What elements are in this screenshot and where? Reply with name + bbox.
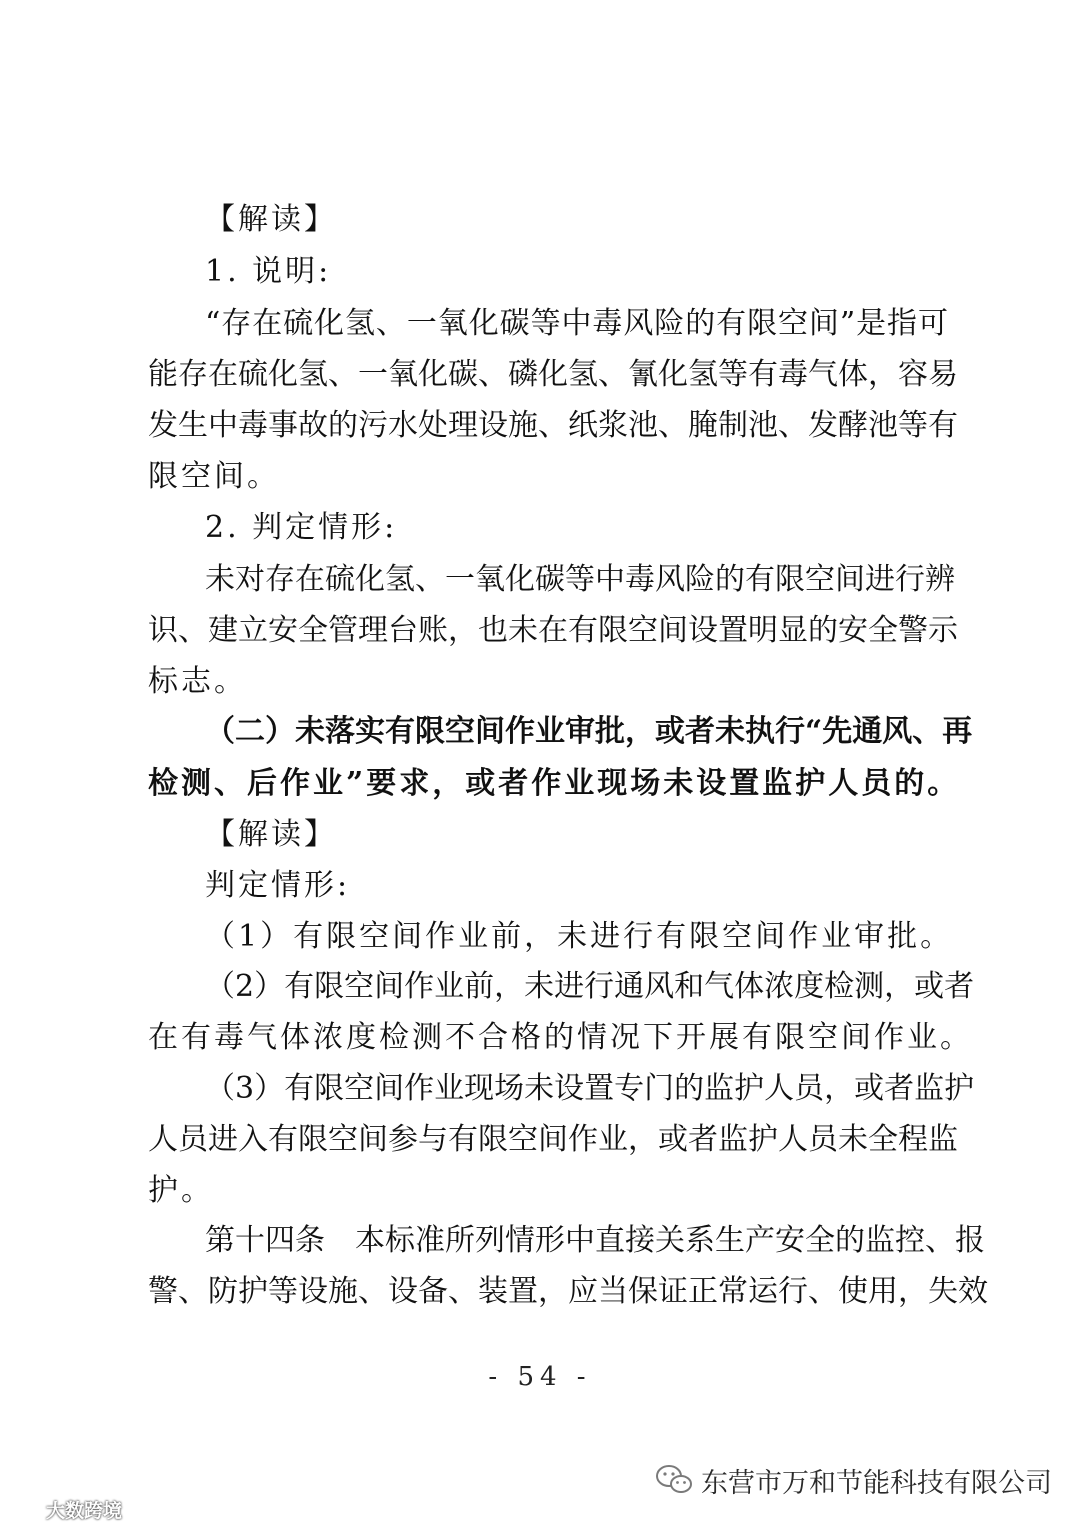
article-line: 第十四条 本标准所列情形中直接关系生产安全的监控、报: [205, 1223, 985, 1258]
logo-mark: [8, 1499, 42, 1519]
section-heading-interpretation: 【解读】: [205, 817, 337, 852]
list-item-line: （2）有限空间作业前，未进行通风和气体浓度检测，或者: [205, 969, 975, 1004]
paragraph-line: 发生中毒事故的污水处理设施、纸浆池、腌制池、发酵池等有: [148, 408, 958, 443]
paragraph-line: “存在硫化氢、一氧化碳等中毒风险的有限空间”是指可: [205, 306, 948, 341]
clause-heading-line: （二）未落实有限空间作业审批，或者未执行“先通风、再: [205, 714, 973, 749]
paragraph-line: 能存在硫化氢、一氧化碳、磷化氢、氰化氢等有毒气体，容易: [148, 357, 958, 392]
wechat-icon: [655, 1464, 693, 1496]
account-name: 东营市万和节能科技有限公司: [701, 1467, 1052, 1499]
list-item-line: 护。: [148, 1173, 214, 1208]
page-number: - 54 -: [488, 1362, 592, 1392]
paragraph-line: 标志。: [148, 664, 247, 699]
site-watermark: [8, 1496, 122, 1522]
article-line: 警、防护等设施、设备、装置，应当保证正常运行、使用，失效: [148, 1274, 988, 1309]
list-item-line: 在有毒气体浓度检测不合格的情况下开展有限空间作业。: [148, 1020, 973, 1055]
subheading-determination: 判定情形:: [205, 868, 351, 903]
paragraph-line: 未对存在硫化氢、一氧化碳等中毒风险的有限空间进行辨: [205, 562, 955, 597]
subheading-explanation: 1. 说明:: [205, 254, 332, 289]
list-item-line: （1）有限空间作业前，未进行有限空间作业审批。: [205, 919, 954, 954]
list-item-line: 人员进入有限空间参与有限空间作业，或者监护人员未全程监: [148, 1122, 958, 1157]
subheading-determination: 2. 判定情形:: [205, 510, 398, 545]
paragraph-line: 识、建立安全管理台账，也未在有限空间设置明显的安全警示: [148, 613, 958, 648]
account-watermark: [655, 1460, 1052, 1500]
clause-heading-line: 检测、后作业”要求，或者作业现场未设置监护人员的。: [148, 766, 961, 801]
list-item-line: （3）有限空间作业现场未设置专门的监护人员，或者监护: [205, 1071, 975, 1106]
section-heading-interpretation: 【解读】: [205, 202, 337, 237]
site-name: 大数跨境: [46, 1499, 123, 1522]
paragraph-line: 限空间。: [148, 459, 280, 494]
